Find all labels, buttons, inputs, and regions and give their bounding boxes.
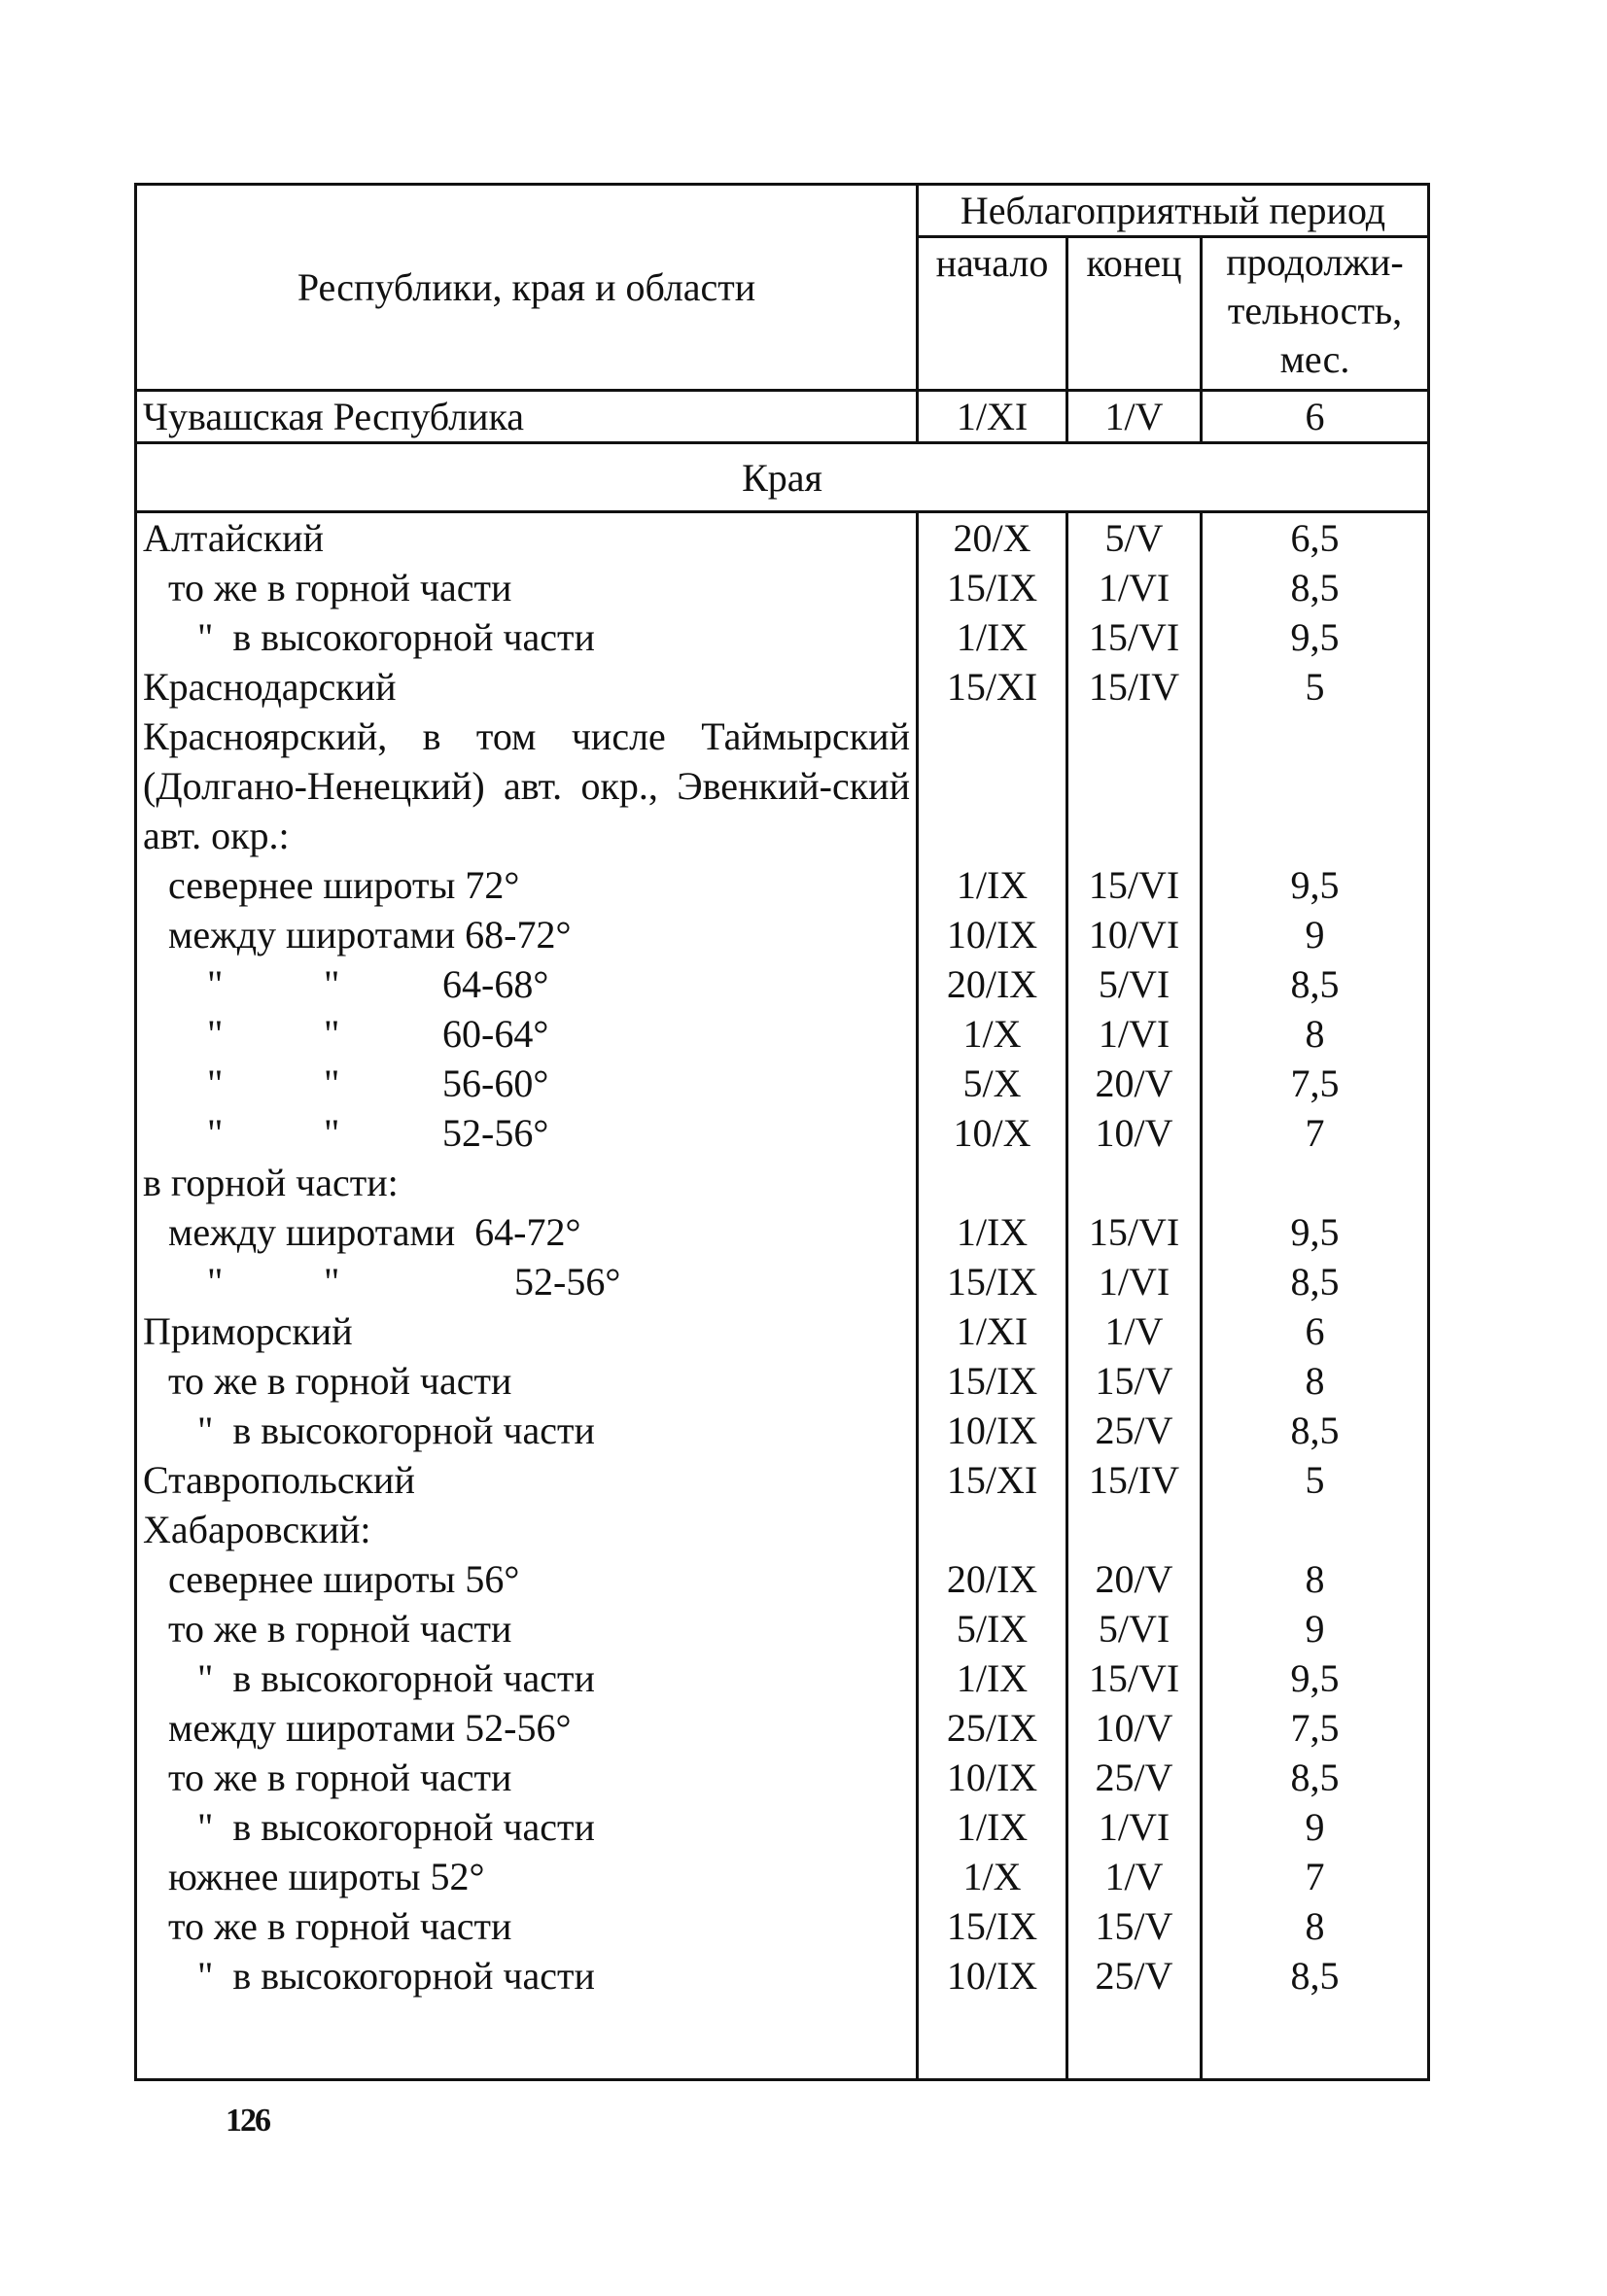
period-duration: 8,5 <box>1202 1406 1429 1455</box>
region-name: севернее широты 56° <box>136 1554 918 1604</box>
header-end: конец <box>1067 237 1202 391</box>
ditto-mark: " <box>207 1260 224 1304</box>
table-row <box>136 512 1429 564</box>
period-start: 20/IX <box>918 1554 1067 1604</box>
table-row <box>136 1703 1429 1753</box>
period-end: 15/VI <box>1067 612 1202 662</box>
period-start: 10/IX <box>918 1753 1067 1802</box>
period-start <box>918 1505 1067 1554</box>
period-start: 15/IX <box>918 1356 1067 1406</box>
period-end: 1/V <box>1067 1306 1202 1356</box>
period-duration: 5 <box>1202 1455 1429 1505</box>
latitude-range: 64-68° <box>442 962 549 1006</box>
table-row-chuvash <box>136 391 1429 443</box>
table-row <box>136 1158 1429 1207</box>
period-end: 25/V <box>1067 1406 1202 1455</box>
period-duration: 9,5 <box>1202 1653 1429 1703</box>
table-row <box>136 1406 1429 1455</box>
section-title: Края <box>136 443 1429 512</box>
period-start: 1/X <box>918 1009 1067 1059</box>
period-duration <box>1202 1505 1429 1554</box>
period-duration: 8 <box>1202 1356 1429 1406</box>
table-row <box>136 662 1429 712</box>
period-start: 1/XI <box>918 1306 1067 1356</box>
period-end: 5/VI <box>1067 959 1202 1009</box>
region-name <box>136 959 918 1009</box>
region-name: Красноярский, в том числе Таймырский (Долгано-Ненецкий) авт. окр., Эвенкий-ский авт. окр.: <box>136 712 918 860</box>
period-end: 15/IV <box>1067 662 1202 712</box>
period-end: 25/V <box>1067 1753 1202 1802</box>
period-end: 15/V <box>1067 1901 1202 1951</box>
period-end: 20/V <box>1067 1059 1202 1108</box>
period-duration: 9 <box>1202 910 1429 959</box>
period-duration: 7,5 <box>1202 1059 1429 1108</box>
region-name: " в высокогорной части <box>136 1802 918 1852</box>
latitude-range: 52-56° <box>514 1260 621 1304</box>
section-row <box>136 443 1429 512</box>
table-row-spacer <box>136 2000 1429 2080</box>
table-row <box>136 959 1429 1009</box>
region-name: Ставропольский <box>136 1455 918 1505</box>
ditto-mark: " <box>207 962 224 1006</box>
region-name: " в высокогорной части <box>136 612 918 662</box>
table-row <box>136 1455 1429 1505</box>
table-row <box>136 1009 1429 1059</box>
period-end: 10/V <box>1067 1108 1202 1158</box>
region-name: то же в горной части <box>136 1753 918 1802</box>
region-name: Приморский <box>136 1306 918 1356</box>
region-name: между широтами 52-56° <box>136 1703 918 1753</box>
region-name: то же в горной части <box>136 563 918 612</box>
period-end: 1/VI <box>1067 1009 1202 1059</box>
period-end: 5/V <box>1067 512 1202 564</box>
period-start <box>918 712 1067 860</box>
header-start: начало <box>918 237 1067 391</box>
table-row <box>136 1059 1429 1108</box>
ditto-mark: " <box>207 1012 224 1056</box>
period-start: 10/IX <box>918 1406 1067 1455</box>
period-end: 1/V <box>1067 1852 1202 1901</box>
ditto-mark: " <box>324 1012 340 1056</box>
region-name: севернее широты 72° <box>136 860 918 910</box>
period-duration: 6 <box>1202 391 1429 443</box>
period-end: 10/V <box>1067 1703 1202 1753</box>
table-row <box>136 1306 1429 1356</box>
table-row <box>136 1901 1429 1951</box>
region-name: то же в горной части <box>136 1901 918 1951</box>
period-end: 1/VI <box>1067 1802 1202 1852</box>
table-row <box>136 1257 1429 1306</box>
region-name: между широтами 68-72° <box>136 910 918 959</box>
period-start: 1/IX <box>918 1802 1067 1852</box>
period-end: 25/V <box>1067 1951 1202 2000</box>
period-end: 5/VI <box>1067 1604 1202 1653</box>
period-duration: 9,5 <box>1202 1207 1429 1257</box>
period-start: 1/IX <box>918 1653 1067 1703</box>
period-start: 1/IX <box>918 860 1067 910</box>
period-duration: 5 <box>1202 662 1429 712</box>
table-row <box>136 563 1429 612</box>
period-start: 20/IX <box>918 959 1067 1009</box>
ditto-mark: " <box>324 1260 340 1304</box>
table-row <box>136 860 1429 910</box>
period-start: 15/XI <box>918 662 1067 712</box>
period-start: 15/IX <box>918 1257 1067 1306</box>
table-row <box>136 612 1429 662</box>
unfavorable-period-table <box>134 183 1430 2081</box>
region-name <box>136 1009 918 1059</box>
period-duration: 6,5 <box>1202 512 1429 564</box>
table-row <box>136 1505 1429 1554</box>
region-name: между широтами 64-72° <box>136 1207 918 1257</box>
period-start: 20/X <box>918 512 1067 564</box>
region-name: то же в горной части <box>136 1604 918 1653</box>
period-duration: 8 <box>1202 1554 1429 1604</box>
region-name: Чувашская Республика <box>136 391 918 443</box>
period-end <box>1067 1505 1202 1554</box>
ditto-mark: " <box>207 1061 224 1105</box>
period-duration: 8,5 <box>1202 1257 1429 1306</box>
table-row <box>136 1802 1429 1852</box>
period-end: 15/VI <box>1067 1653 1202 1703</box>
period-duration: 9,5 <box>1202 612 1429 662</box>
period-duration: 8,5 <box>1202 1753 1429 1802</box>
latitude-range: 60-64° <box>442 1012 549 1056</box>
region-name <box>136 1059 918 1108</box>
period-duration: 6 <box>1202 1306 1429 1356</box>
period-end: 1/VI <box>1067 1257 1202 1306</box>
period-duration: 9,5 <box>1202 860 1429 910</box>
period-duration: 7,5 <box>1202 1703 1429 1753</box>
ditto-mark: " <box>207 1111 224 1155</box>
period-end: 20/V <box>1067 1554 1202 1604</box>
table-row <box>136 1604 1429 1653</box>
period-end: 1/V <box>1067 391 1202 443</box>
period-start: 15/XI <box>918 1455 1067 1505</box>
region-name: " в высокогорной части <box>136 1406 918 1455</box>
region-name <box>136 1257 918 1306</box>
ditto-mark: " <box>324 1111 340 1155</box>
period-start: 1/IX <box>918 1207 1067 1257</box>
period-duration: 8,5 <box>1202 959 1429 1009</box>
period-start: 1/X <box>918 1852 1067 1901</box>
period-duration: 9 <box>1202 1604 1429 1653</box>
table-row <box>136 1753 1429 1802</box>
region-name <box>136 1108 918 1158</box>
table-row <box>136 910 1429 959</box>
period-start: 15/IX <box>918 563 1067 612</box>
period-start <box>918 1158 1067 1207</box>
table-row <box>136 1951 1429 2000</box>
header-period-group: Неблагоприятный период <box>918 185 1429 237</box>
period-start: 5/IX <box>918 1604 1067 1653</box>
period-end: 15/V <box>1067 1356 1202 1406</box>
period-duration: 7 <box>1202 1108 1429 1158</box>
region-name: то же в горной части <box>136 1356 918 1406</box>
period-start: 10/X <box>918 1108 1067 1158</box>
table-row <box>136 712 1429 860</box>
period-start: 1/IX <box>918 612 1067 662</box>
region-name: " в высокогорной части <box>136 1653 918 1703</box>
region-name: " в высокогорной части <box>136 1951 918 2000</box>
period-start: 5/X <box>918 1059 1067 1108</box>
period-duration: 8 <box>1202 1009 1429 1059</box>
period-start: 10/IX <box>918 910 1067 959</box>
latitude-range: 56-60° <box>442 1061 549 1105</box>
period-end: 15/IV <box>1067 1455 1202 1505</box>
period-duration: 8,5 <box>1202 563 1429 612</box>
period-duration: 8 <box>1202 1901 1429 1951</box>
period-duration: 7 <box>1202 1852 1429 1901</box>
latitude-range: 52-56° <box>442 1111 549 1155</box>
table-row <box>136 1356 1429 1406</box>
header-region: Республики, края и области <box>136 185 918 391</box>
period-duration <box>1202 712 1429 860</box>
ditto-mark: " <box>324 962 340 1006</box>
period-start: 10/IX <box>918 1951 1067 2000</box>
region-name: Алтайский <box>136 512 918 564</box>
period-start: 1/XI <box>918 391 1067 443</box>
period-start: 25/IX <box>918 1703 1067 1753</box>
header-duration: продолжи-тельность, мес. <box>1202 237 1429 391</box>
region-name: южнее широты 52° <box>136 1852 918 1901</box>
region-name: Краснодарский <box>136 662 918 712</box>
table-row <box>136 1653 1429 1703</box>
period-start: 15/IX <box>918 1901 1067 1951</box>
period-end <box>1067 712 1202 860</box>
period-duration: 8,5 <box>1202 1951 1429 2000</box>
period-end: 10/VI <box>1067 910 1202 959</box>
table-row <box>136 1554 1429 1604</box>
period-duration: 9 <box>1202 1802 1429 1852</box>
period-end <box>1067 1158 1202 1207</box>
period-end: 1/VI <box>1067 563 1202 612</box>
ditto-mark: " <box>324 1061 340 1105</box>
table-row <box>136 1207 1429 1257</box>
table-row <box>136 1108 1429 1158</box>
period-duration <box>1202 1158 1429 1207</box>
period-end: 15/VI <box>1067 860 1202 910</box>
region-name: в горной части: <box>136 1158 918 1207</box>
period-end: 15/VI <box>1067 1207 1202 1257</box>
page-number: 126 <box>226 2103 269 2139</box>
region-name: Хабаровский: <box>136 1505 918 1554</box>
table-row <box>136 1852 1429 1901</box>
